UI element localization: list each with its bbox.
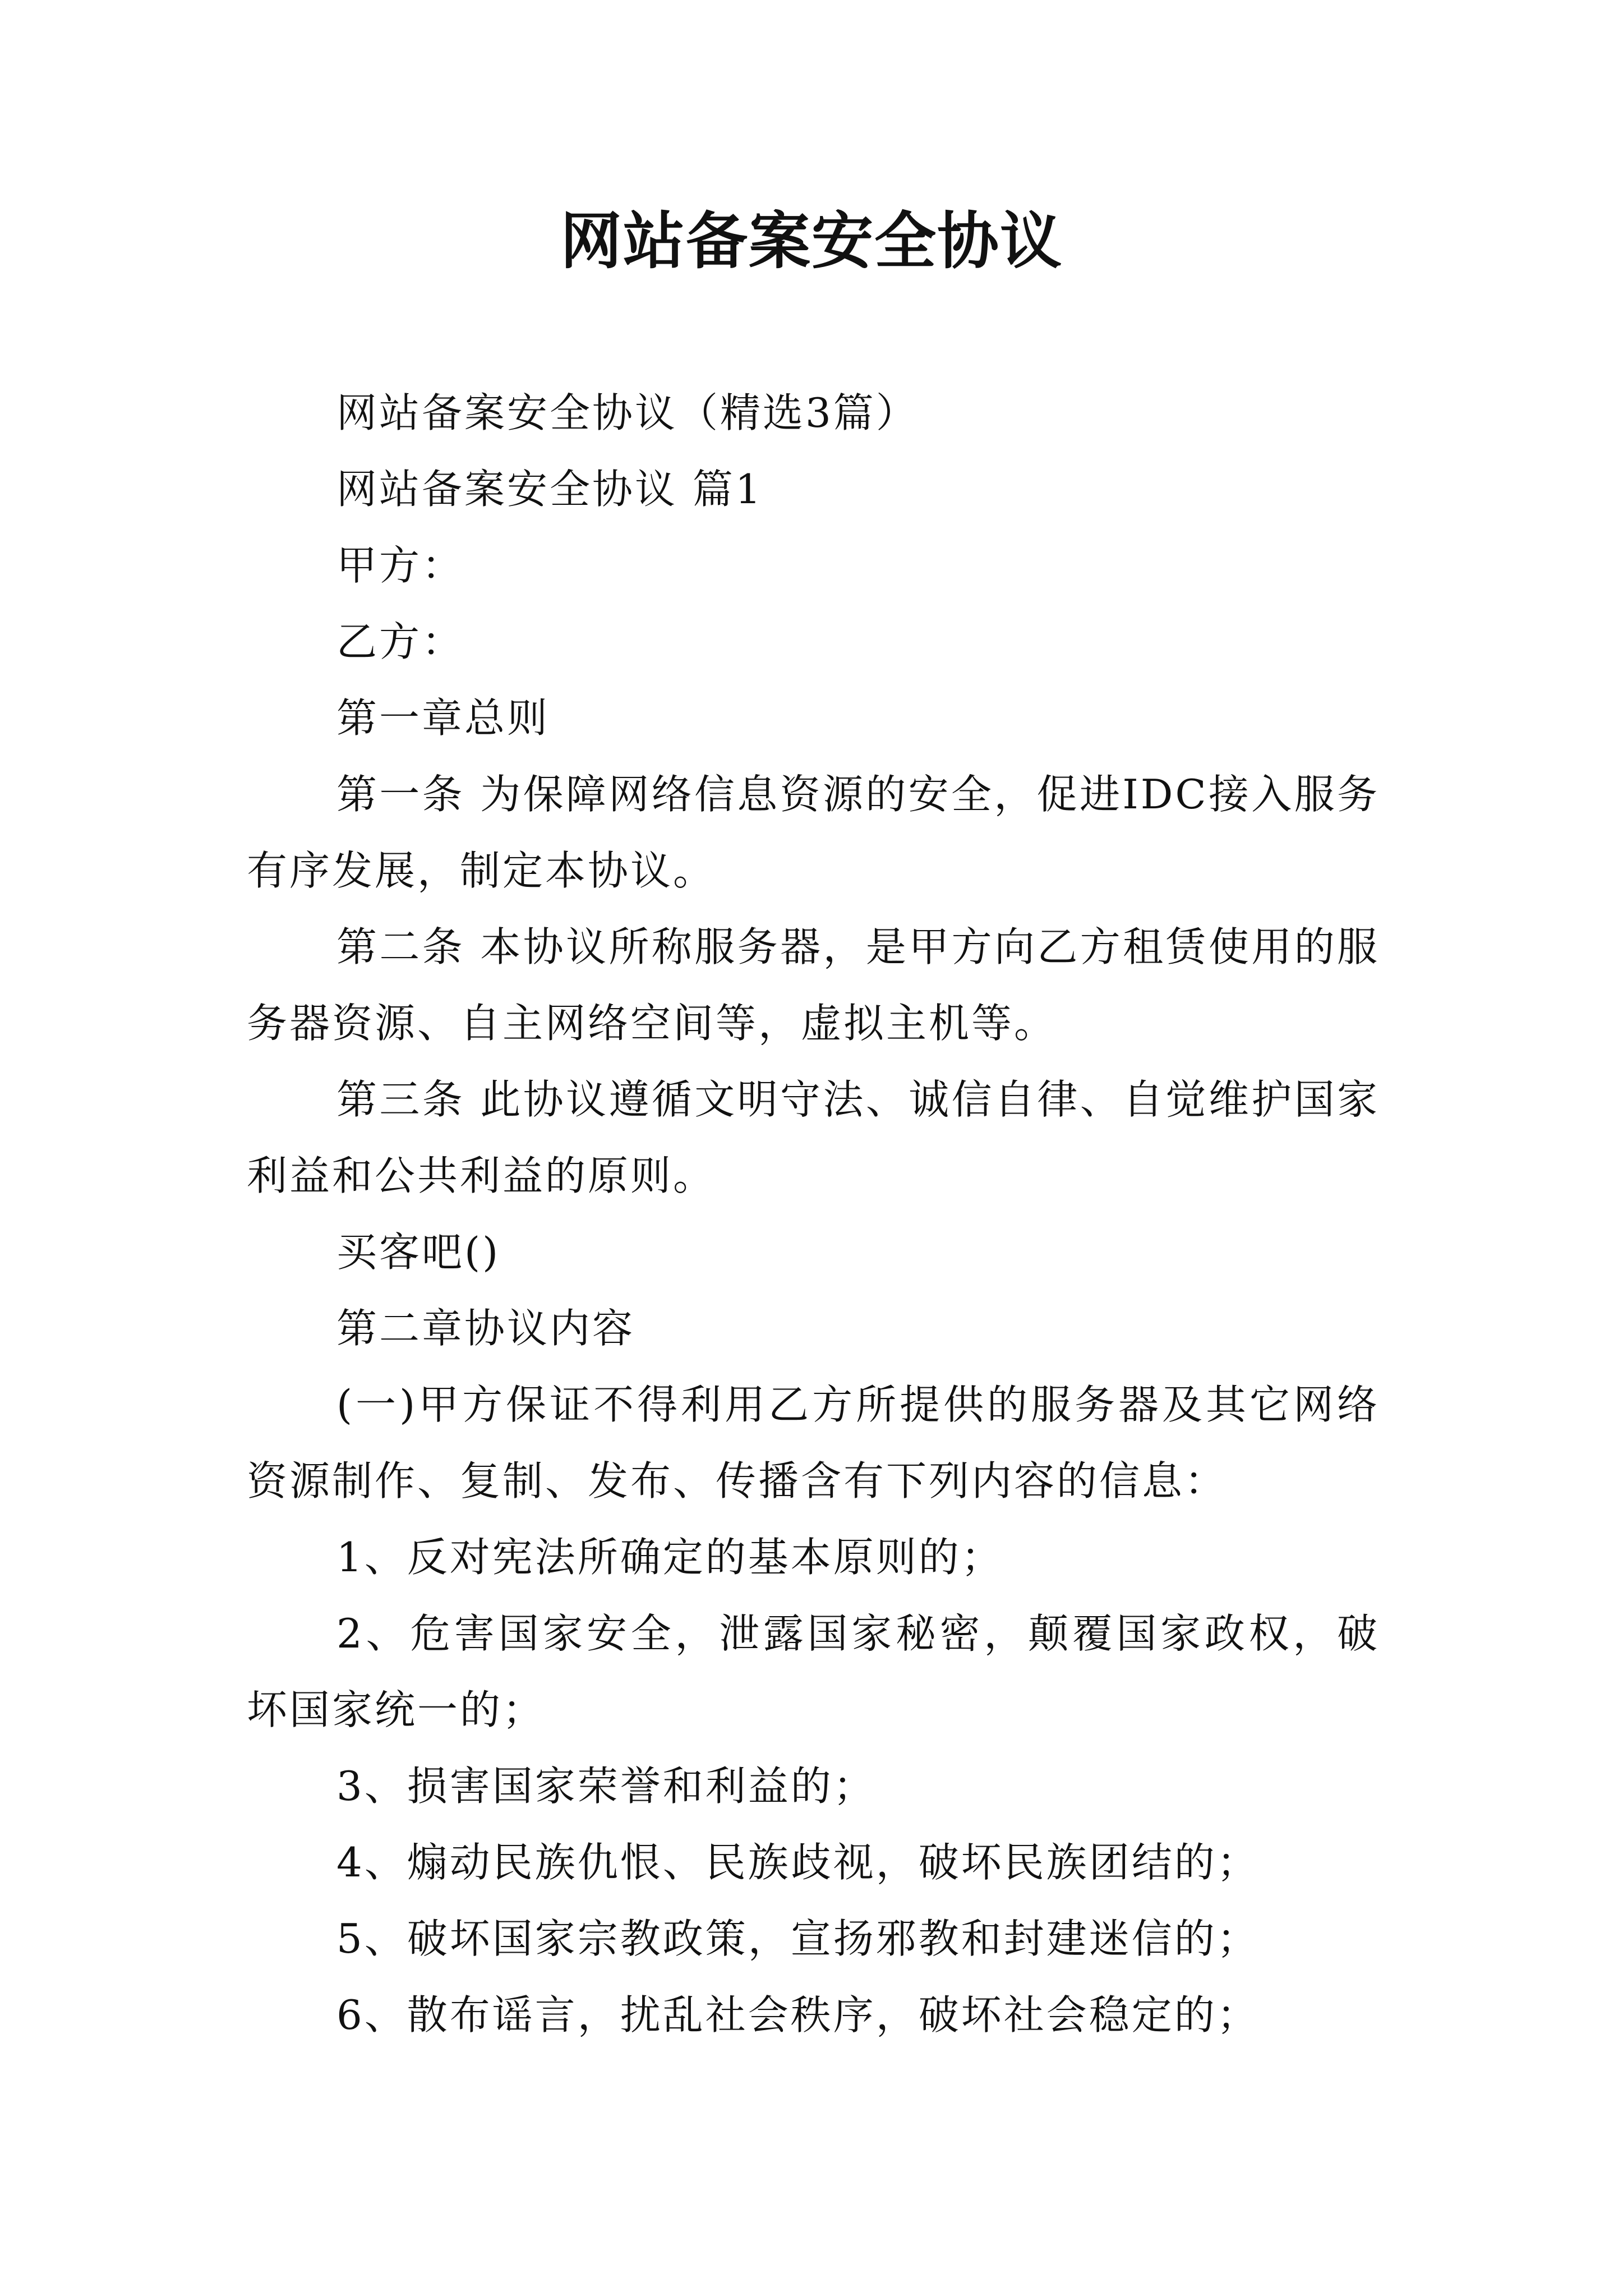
list-item: 2、危害国家安全，泄露国家秘密，颠覆国家政权，破坏国家统一的； <box>247 1610 1380 1733</box>
paragraph-source: 买客吧() <box>336 1228 501 1276</box>
paragraph-article-3: 第三条 此协议遵循文明守法、诚信自律、自觉维护国家利益和公共利益的原则。 <box>247 1076 1380 1199</box>
paragraph-chapter-1-heading: 网站备案安全协议 篇1 <box>336 466 763 513</box>
paragraph-article-2: 第二条 本协议所称服务器，是甲方向乙方租赁使用的服务器资源、自主网络空间等，虚拟主机等。 <box>247 923 1380 1047</box>
list-item: 4、煽动民族仇恨、民族歧视，破坏民族团结的； <box>336 1839 1260 1886</box>
list-item: 1、反对宪法所确定的基本原则的； <box>336 1534 1004 1581</box>
document-title: 网站备案安全协议 <box>560 205 1063 277</box>
paragraph-article-1: 第一条 为保障网络信息资源的安全，促进IDC接入服务有序发展，制定本协议。 <box>247 771 1380 894</box>
list-item: 3、损害国家荣誉和利益的； <box>336 1763 876 1810</box>
paragraph-general-principles: 第一章总则 <box>336 694 550 742</box>
paragraph-clause-1: (一)甲方保证不得利用乙方所提供的服务器及其它网络资源制作、复制、发布、传播含有下列内容的信息： <box>247 1381 1380 1504</box>
list-item: 6、散布谣言，扰乱社会秩序，破坏社会稳定的； <box>336 1991 1260 2039</box>
paragraph-subtitle: 网站备案安全协议（精选3篇） <box>336 389 919 436</box>
paragraph-chapter-2: 第二章协议内容 <box>336 1305 635 1352</box>
paragraph-party-b: 乙方： <box>336 618 465 665</box>
list-item: 5、破坏国家宗教政策，宣扬邪教和封建迷信的； <box>336 1915 1260 1962</box>
paragraph-party-a: 甲方： <box>336 542 465 589</box>
document-body <box>247 375 1380 2053</box>
